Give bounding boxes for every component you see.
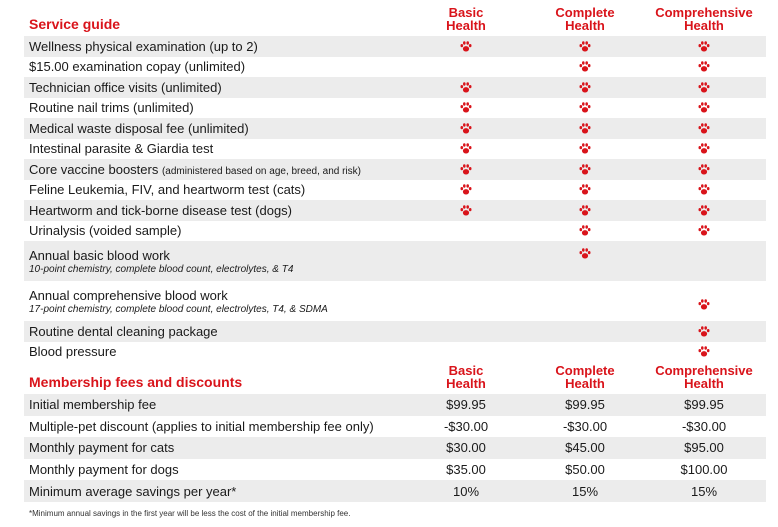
table-row [24,159,766,180]
plan-cell-complete [530,98,640,119]
plan-cell-complete [530,36,640,57]
paw-icon [460,143,472,154]
fee-value-basic: $35.00 [446,462,486,478]
plan-cell-complete [530,321,640,342]
plan-cell-basic [411,180,521,201]
service-name: Core vaccine boosters [29,161,159,177]
plan-cell-comprehensive [649,180,759,201]
service-name: Technician office visits (unlimited) [29,79,222,95]
fee-value-comprehensive: -$30.00 [681,418,727,434]
column-header-basic [411,6,521,32]
paw-icon [460,205,472,216]
paw-icon [698,82,710,93]
service-label [29,203,292,218]
paw-icon [698,225,710,236]
column-header-comprehensive [649,6,759,32]
plan-cell-basic [411,118,521,139]
plan-cell-comprehensive [649,36,759,57]
fee-value-complete: $99.95 [565,397,605,413]
column-header-line: Complete [555,5,615,20]
plan-cell-basic [411,200,521,221]
fee-value-complete: $50.00 [565,462,605,478]
service-name: Medical waste disposal fee (unlimited) [29,120,249,136]
plan-cell-comprehensive [649,57,759,78]
paw-icon [698,299,710,310]
footnote: *Minimum annual savings in the first year will be less the cost of the initial membership fee. [29,509,351,518]
table-row [24,98,766,119]
paw-icon [698,205,710,216]
plan-cell-comprehensive [649,159,759,180]
column-header-line: Health [565,18,605,33]
paw-icon [579,102,591,113]
plan-cell-basic [411,159,521,180]
fee-value-complete: 15% [571,483,599,499]
column-header-comprehensive [649,364,759,390]
paw-icon [579,248,591,259]
fee-value-comprehensive: $99.95 [684,397,724,413]
plan-cell-basic [411,57,521,78]
column-header-line: Health [684,376,724,391]
column-header-complete [530,364,640,390]
column-header-line: Health [446,18,486,33]
paw-icon [698,346,710,357]
fee-value-complete: -$30.00 [562,418,608,434]
fee-value-comprehensive: 15% [690,483,718,499]
service-name: Routine nail trims (unlimited) [29,100,194,116]
plan-cell-complete [530,180,640,201]
table-row [24,57,766,78]
service-label [29,248,293,275]
service-guide-title: Service guide [29,16,121,32]
paw-icon [579,61,591,72]
column-header-line: Health [446,376,486,391]
paw-icon [698,184,710,195]
paw-icon [579,123,591,134]
column-header-line: Basic [448,363,484,378]
fee-value-comprehensive: $100.00 [680,462,728,478]
fee-label: Minimum average savings per year* [29,483,237,499]
paw-icon [460,41,472,52]
service-name: Intestinal parasite & Giardia test [29,141,214,157]
column-header-complete [530,6,640,32]
paw-icon [579,205,591,216]
service-label [29,324,218,339]
column-header-line: Health [684,18,724,33]
service-detail: 10-point chemistry, complete blood count, electrolytes, & T4 [29,263,294,275]
paw-icon [698,326,710,337]
service-label [29,223,181,238]
plan-cell-complete [530,57,640,78]
paw-icon [579,225,591,236]
paw-icon [579,41,591,52]
plan-cell-complete [530,221,640,242]
table-row [24,459,766,481]
column-header-line: Health [565,376,605,391]
fee-value-basic: 10% [452,483,480,499]
service-guide-header [24,0,766,36]
paw-icon [698,61,710,72]
table-row [24,480,766,502]
service-label [29,162,361,177]
plan-cell-complete [530,281,640,321]
table-row [24,200,766,221]
plan-cell-comprehensive [649,139,759,160]
paw-icon [460,82,472,93]
plan-cell-basic [411,139,521,160]
table-row [24,437,766,459]
plan-cell-complete [530,200,640,221]
plan-cell-complete [530,159,640,180]
column-header-line: Comprehensive [655,363,753,378]
fee-label: Multiple-pet discount (applies to initial membership fee only) [29,418,374,434]
service-name: Heartworm and tick-borne disease test (dogs) [29,202,293,218]
plan-cell-basic [411,321,521,342]
column-header-line: Basic [448,5,484,20]
paw-icon [579,164,591,175]
column-header-line: Comprehensive [655,5,753,20]
table-row [24,77,766,98]
plan-cell-comprehensive [649,221,759,242]
plan-cell-complete [530,118,640,139]
paw-icon [579,143,591,154]
plan-cell-basic [411,36,521,57]
membership-rows [24,394,766,502]
column-header-basic [411,364,521,390]
table-row [24,36,766,57]
table-row [24,281,766,321]
fee-value-basic: $99.95 [446,397,486,413]
table-row [24,321,766,342]
plan-cell-comprehensive [649,321,759,342]
plan-cell-comprehensive [649,77,759,98]
plan-cell-complete [530,241,640,281]
service-name: $15.00 examination copay (unlimited) [29,59,246,75]
plan-cell-basic [411,98,521,119]
paw-icon [698,164,710,175]
service-label [29,141,213,156]
fee-value-complete: $45.00 [565,440,605,456]
plan-cell-complete [530,77,640,98]
plan-cell-basic [411,77,521,98]
fee-value-basic: $30.00 [446,440,486,456]
table-row [24,241,766,281]
column-header-line: Complete [555,363,615,378]
fee-label: Monthly payment for cats [29,440,175,456]
fee-label: Initial membership fee [29,397,157,413]
paw-icon [698,41,710,52]
plan-cell-comprehensive [649,200,759,221]
paw-icon [698,143,710,154]
service-name: Blood pressure [29,344,117,360]
service-label [29,39,258,54]
plan-cell-comprehensive [649,118,759,139]
service-label [29,121,249,136]
plan-cell-basic [411,281,521,321]
paw-icon [579,82,591,93]
service-label [29,288,328,315]
table-row [24,118,766,139]
membership-table [24,358,766,502]
service-name: Wellness physical examination (up to 2) [29,38,258,54]
service-name: Routine dental cleaning package [29,323,218,339]
table-row [24,139,766,160]
service-rows [24,36,766,362]
table-row [24,180,766,201]
plan-cell-complete [530,139,640,160]
service-detail: 17-point chemistry, complete blood count, electrolytes, T4, & SDMA [29,303,328,315]
table-row [24,416,766,438]
paw-icon [460,123,472,134]
plan-cell-basic [411,241,521,281]
service-label [29,59,245,74]
plan-cell-comprehensive [649,281,759,321]
service-label [29,100,194,115]
service-name: Annual comprehensive blood work [29,287,228,303]
plan-cell-basic [411,221,521,242]
table-row [24,394,766,416]
service-label [29,344,116,359]
paw-icon [460,184,472,195]
fee-label: Monthly payment for dogs [29,462,179,478]
paw-icon [698,102,710,113]
membership-title: Membership fees and discounts [29,374,243,390]
service-name: Urinalysis (voided sample) [29,223,182,239]
paw-icon [579,184,591,195]
fee-value-basic: -$30.00 [443,418,489,434]
service-name: Annual basic blood work [29,247,170,263]
service-note: (administered based on age, breed, and risk) [161,165,361,177]
table-row [24,221,766,242]
service-label [29,182,305,197]
service-label [29,80,222,95]
fee-value-comprehensive: $95.00 [684,440,724,456]
service-name: Feline Leukemia, FIV, and heartworm test (cats) [29,182,306,198]
membership-header [24,358,766,394]
service-guide-table [24,0,766,362]
plan-cell-comprehensive [649,98,759,119]
paw-icon [460,164,472,175]
paw-icon [460,102,472,113]
plan-cell-comprehensive [649,241,759,281]
paw-icon [698,123,710,134]
